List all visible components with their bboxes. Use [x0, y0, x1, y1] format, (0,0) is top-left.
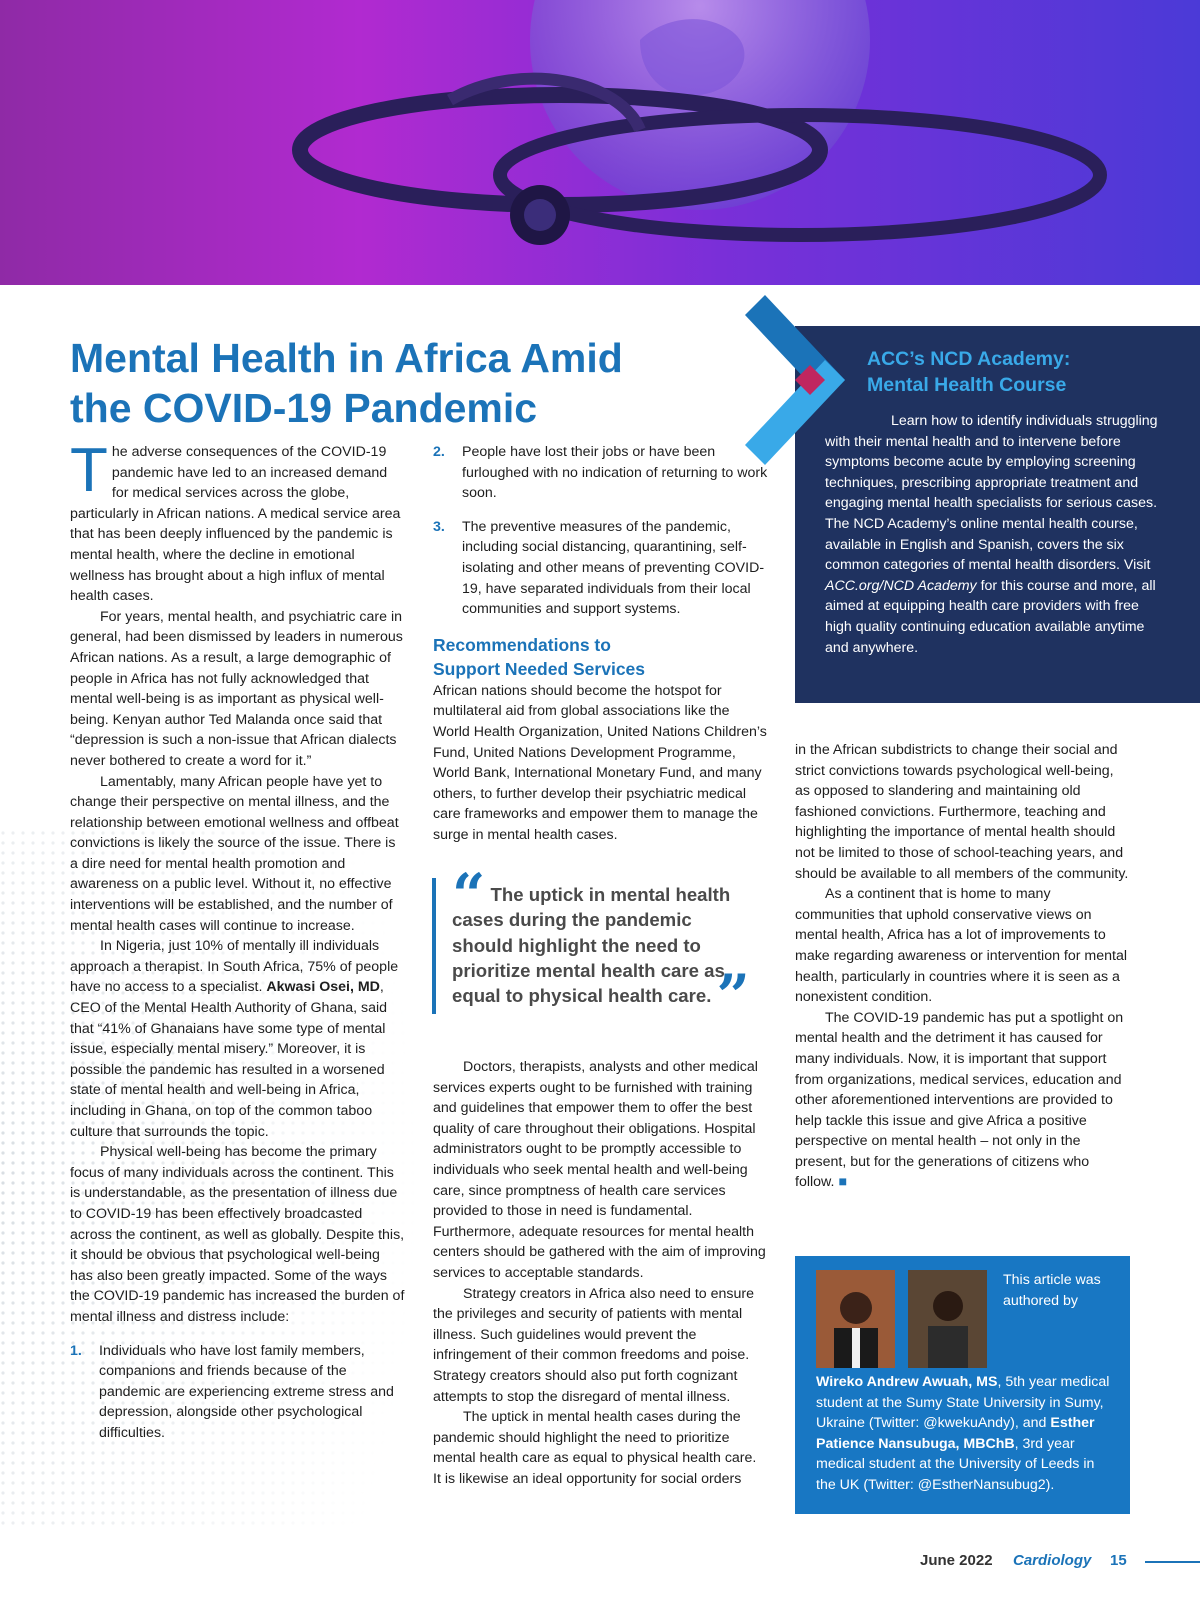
paragraph: As a continent that is home to many communities that uphold conservative views on mental health, Africa has a lot of improvements to make regarding awareness or intervention for mental health, particularly in countries where it is seen as a nonexistent condition.	[795, 886, 1127, 1006]
list-item: 3. The preventive measures of the pandemic, including social distancing, quarantining, self-isolating and other means of preventing COVID-19, have separated individuals from their local communities and support systems.	[433, 518, 765, 618]
article-column-1	[70, 436, 406, 1457]
section-subheading: Recommendations to Support Needed Services	[433, 634, 646, 679]
paragraph: in the African subdistricts to change their social and strict convictions towards psychological well-being, as opposed to slandering and maintaining old fashioned convictions. Furthermore, teaching and highlighting the importance of mental health should not be limited to those of school-teaching years, and should be available to all members of the community.	[795, 742, 1129, 882]
pull-quote: “ The uptick in mental health cases during the pandemic should highlight the need to prioritize mental health care as equal to physical health care. ”	[432, 878, 754, 1014]
hero-image	[0, 0, 1200, 285]
acc-chevron-logo-icon	[735, 295, 855, 465]
article-column-3	[795, 740, 1130, 1193]
sidebar-title: ACC’s NCD Academy: Mental Health Course	[867, 348, 1071, 396]
list-number: 1.	[70, 1342, 82, 1359]
author-intro: This article was authored by	[1003, 1272, 1101, 1309]
open-quote-icon: “	[452, 861, 486, 929]
list-item: 2. People have lost their jobs or have been furloughed with no indication of returning to work soon.	[433, 444, 768, 502]
author-name-1: Wireko Andrew Awuah, MS	[816, 1374, 998, 1390]
author-box	[795, 1256, 1130, 1514]
paragraph: Strategy creators in Africa also need to ensure the privileges and security of patients with mental illness. Such guidelines would prevent the infringement of their common freedoms and poise. Strategy creators should also put forth cognizant attempts to stop the disregard of mental illness.	[433, 1285, 755, 1405]
page-number: 15	[1110, 1552, 1127, 1569]
paragraph: African nations should become the hotspot for multilateral aid from global associations like the World Health Organization, United Nations Children’s Fund, United Nations Development Programme, World Bank, International Monetary Fund, and many others, to further develop their psychiatric medical care frameworks and empower them to manage the surge in mental health cases.	[433, 682, 767, 843]
list-item: 1. Individuals who have lost family members, companions and friends because of the pandemic are experiencing extreme stress and depression, alongside other psychological difficulties.	[70, 1342, 394, 1441]
magazine-name: Cardiology	[1013, 1552, 1092, 1569]
acc-ncd-academy-link[interactable]: ACC.org/NCD Academy	[825, 577, 977, 594]
author-name-2: Esther Patience Nansubuga, MBChB	[816, 1415, 1095, 1452]
list-number: 3.	[433, 518, 445, 535]
paragraph: In Nigeria, just 10% of mentally ill individuals approach a therapist. In South Africa, 75% of people have no access to a specialist. Akwasi Osei, MD, CEO of the Mental Health Authority of Ghana, said that “41% of Ghanaians have some type of mental issue, especially mental misery.” Moreover, it is possible the pandemic has resulted in a worsened state of mental health and well-being in Africa, including in Ghana, on top of the common taboo culture that surrounds the topic.	[70, 938, 399, 1140]
footer-rule	[1145, 1561, 1200, 1563]
list-number: 2.	[433, 444, 445, 460]
issue-date: June 2022	[920, 1552, 993, 1569]
page-footer	[0, 1552, 1200, 1572]
article-column-2-continued	[433, 1057, 768, 1489]
paragraph: Doctors, therapists, analysts and other medical services experts ought to be furnished with training and guidelines that empower them to offer the best quality of care throughout their obligations. Hospital administrators ought to be promptly accessible to individuals who seek mental health and well-being care, since promptness of health care services provided to those in need is fundamental. Furthermore, adequate resources for mental health centers should be gathered with the aim of improving services to acceptable standards.	[433, 1059, 766, 1281]
end-mark-icon: ■	[838, 1174, 847, 1191]
name-akwasi-osei: Akwasi Osei, MD	[266, 979, 380, 996]
author-photo-wireko	[816, 1270, 895, 1368]
sidebar-text: Learn how to identify individuals struggling with their mental health and to intervene before symptoms become acute by employing screening techniques, prescribing appropriate treatment and engaging mental health specialists for serious cases. The NCD Academy’s online mental health course, available in English and Spanish, covers the six common categories of mental health disorders. Visit ACC.org/NCD Academy for this course and more, all aimed at equipping health care providers with free high quality continuing education available anytime and anywhere.	[825, 413, 1158, 656]
paragraph: Physical well-being has become the primary focus of many individuals across the continent. This is understandable, as the presentation of illness due to COVID-19 has been effectively broadcasted across the continent, as well as globally. Despite this, it should be obvious that psychological well-being has also been greatly impacted. Some of the ways the COVID-19 pandemic has increased the burden of mental illness and distress include:	[70, 1144, 405, 1325]
paragraph: The COVID-19 pandemic has put a spotlight on mental health and the detriment it has caused for many individuals. Now, it is important that support from organizations, medical services, education and other aforementioned interventions are provided to help tackle this issue and give Africa a positive perspective on mental health – not only in the present, but for the generations of citizens who follow. ■	[795, 1009, 1124, 1191]
stethoscope-globe-illustration	[0, 0, 1200, 285]
paragraph: The adverse consequences of the COVID-19 pandemic have led to an increased demand for medical services across the globe, particularly in African nations. A medical service area that has been deeply influenced by the pandemic is mental health, where the decline in emotional wellness has brought about a high influx of mental health cases.	[70, 436, 401, 605]
author-details: Wireko Andrew Awuah, MS, 5th year medical student at the Sumy State University in Sumy, Ukraine (Twitter: @kwekuAndy), and Esther Patience Nansubuga, MBChB, 3rd year medical student at the University of Leeds in the UK (Twitter: @EstherNansubug2).	[816, 1374, 1110, 1493]
numbered-list	[433, 442, 768, 620]
author-photo-esther	[908, 1270, 987, 1368]
paragraph: The uptick in mental health cases during the pandemic should highlight the need to prioritize mental health care as equal to physical health care. It is likewise an ideal opportunity for social orders	[433, 1409, 757, 1487]
paragraph: For years, mental health, and psychiatric care in general, had been dismissed by leaders in numerous African nations. As a result, a large demographic of people in Africa has not fully acknowledged that mental well-being is as important as physical well-being. Kenyan author Ted Malanda once said that “depression is such a non-issue that African dialects never bothered to create a word for it.”	[70, 608, 403, 769]
drop-cap: T	[70, 436, 108, 505]
article-title: Mental Health in Africa Amid the COVID-19 Pandemic	[70, 335, 623, 431]
paragraph: Lamentably, many African people have yet to change their perspective on mental illness, and the relationship between emotional wellness and offbeat convictions is likely the source of the issue. There is a dire need for mental health promotion and awareness on a public level. Without it, no effective interventions will be established, and the number of mental health cases will continue to increase.	[70, 773, 399, 934]
ncd-academy-sidebar	[795, 326, 1200, 703]
close-quote-icon: ”	[716, 962, 750, 1031]
numbered-list	[70, 1341, 406, 1444]
article-column-2	[433, 442, 768, 846]
